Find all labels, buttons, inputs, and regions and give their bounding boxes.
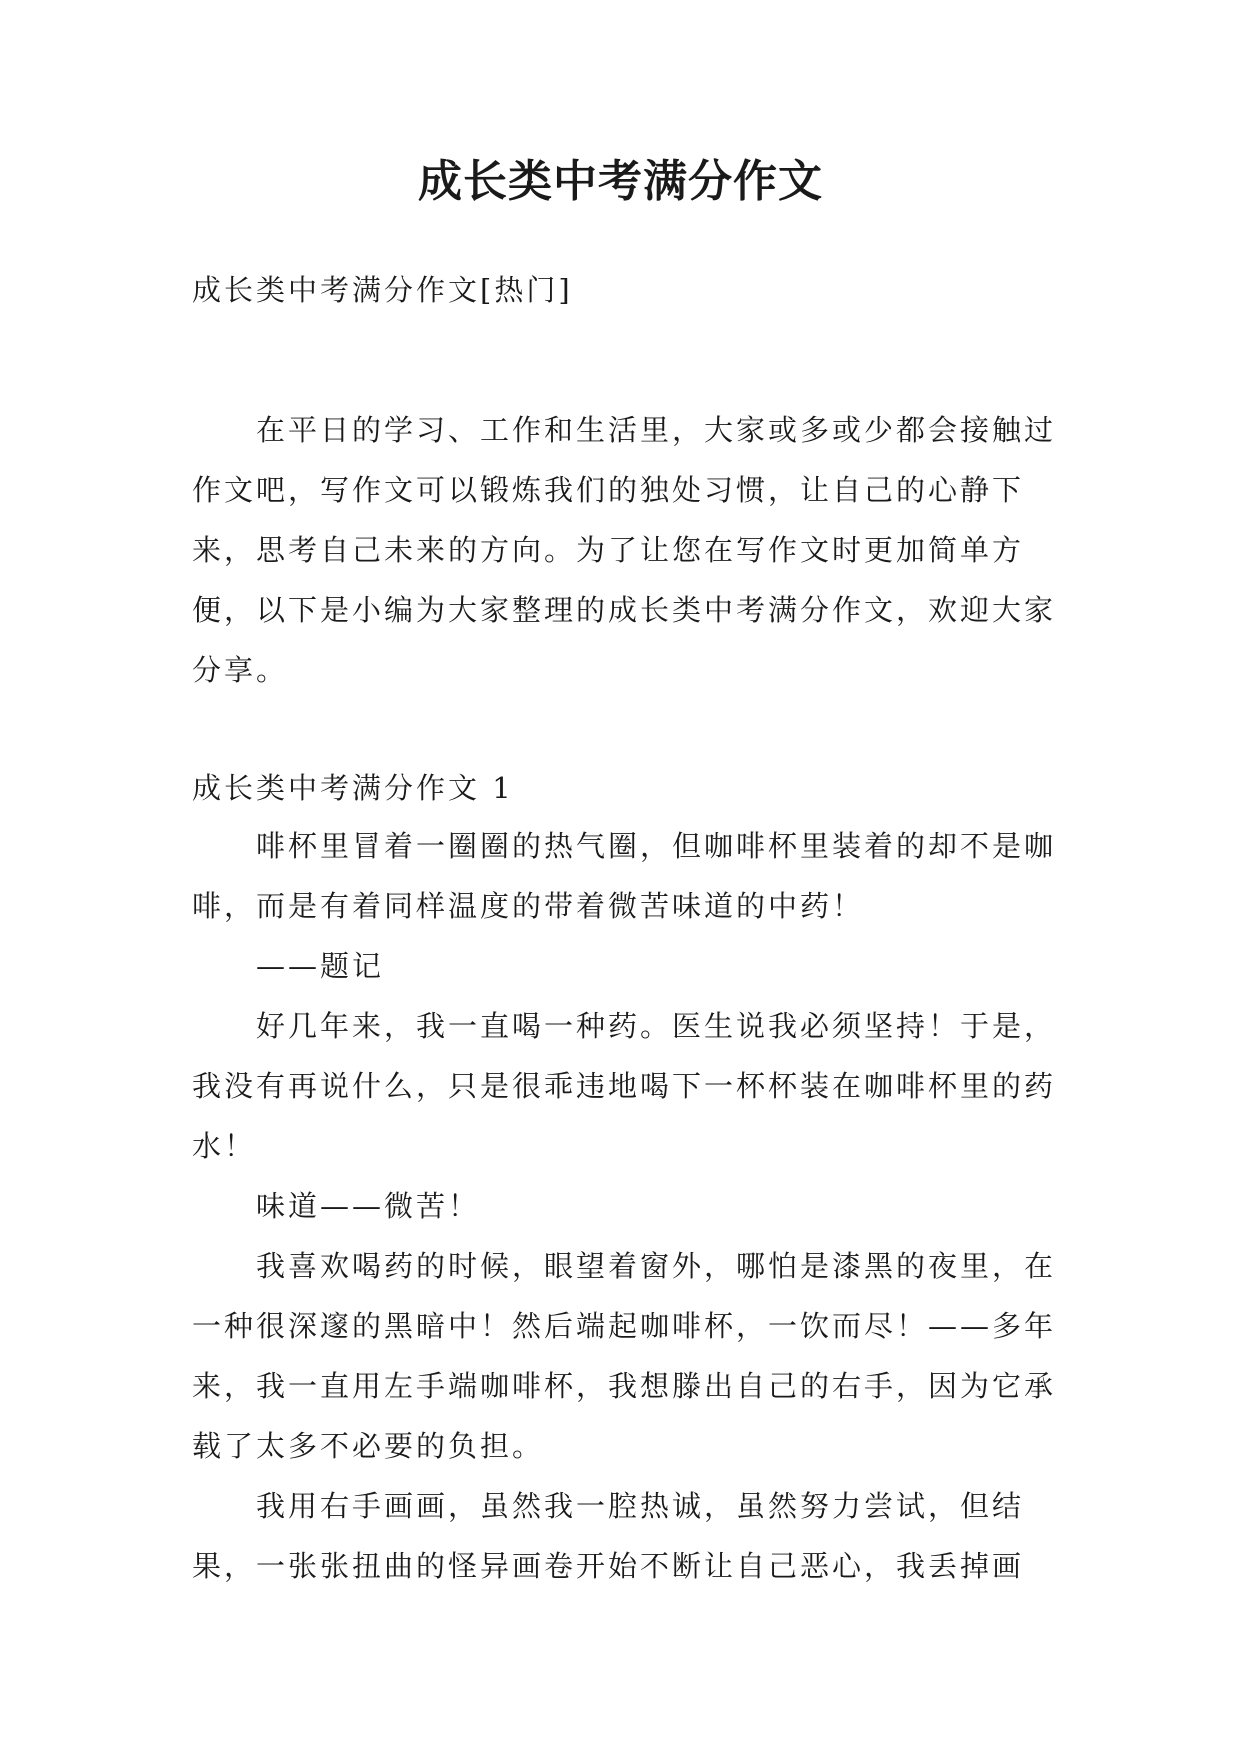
document-subtitle: 成长类中考满分作文[热门] (192, 273, 573, 307)
essay-paragraph: 味道——微苦！ (256, 1189, 481, 1223)
intro-paragraph: 在平日的学习、工作和生活里，大家或多或少都会接触过作文吧，写作文可以锻炼我们的独处习惯，让自己的心静下来，思考自己未来的方向。为了让您在写作文时更加简单方便，以下是小编为大家整理的成长类中考满分作文，欢迎大家分享。 (192, 413, 1057, 687)
essay-paragraph: 啡杯里冒着一圈圈的热气圈，但咖啡杯里装着的却不是咖啡，而是有着同样温度的带着微苦味道的中药！ (192, 829, 1057, 923)
essay-epigraph-attribution: ——题记 (256, 949, 385, 983)
essay-heading: 成长类中考满分作文 1 (192, 771, 514, 805)
essay-paragraph: 我喜欢喝药的时候，眼望着窗外，哪怕是漆黑的夜里，在一种很深邃的黑暗中！然后端起咖啡杯，一饮而尽！——多年来，我一直用左手端咖啡杯，我想滕出自己的右手，因为它承载了太多不必要的负担。 (192, 1249, 1057, 1463)
document-title: 成长类中考满分作文 (418, 156, 823, 207)
essay-body (192, 816, 1062, 1596)
essay-paragraph: 我用右手画画，虽然我一腔热诚，虽然努力尝试，但结果，一张张扭曲的怪异画卷开始不断让自己恶心，我丢掉画 (192, 1489, 1025, 1583)
essay-paragraph: 好几年来，我一直喝一种药。医生说我必须坚持！于是，我没有再说什么，只是很乖违地喝下一杯杯装在咖啡杯里的药水！ (192, 1009, 1057, 1163)
